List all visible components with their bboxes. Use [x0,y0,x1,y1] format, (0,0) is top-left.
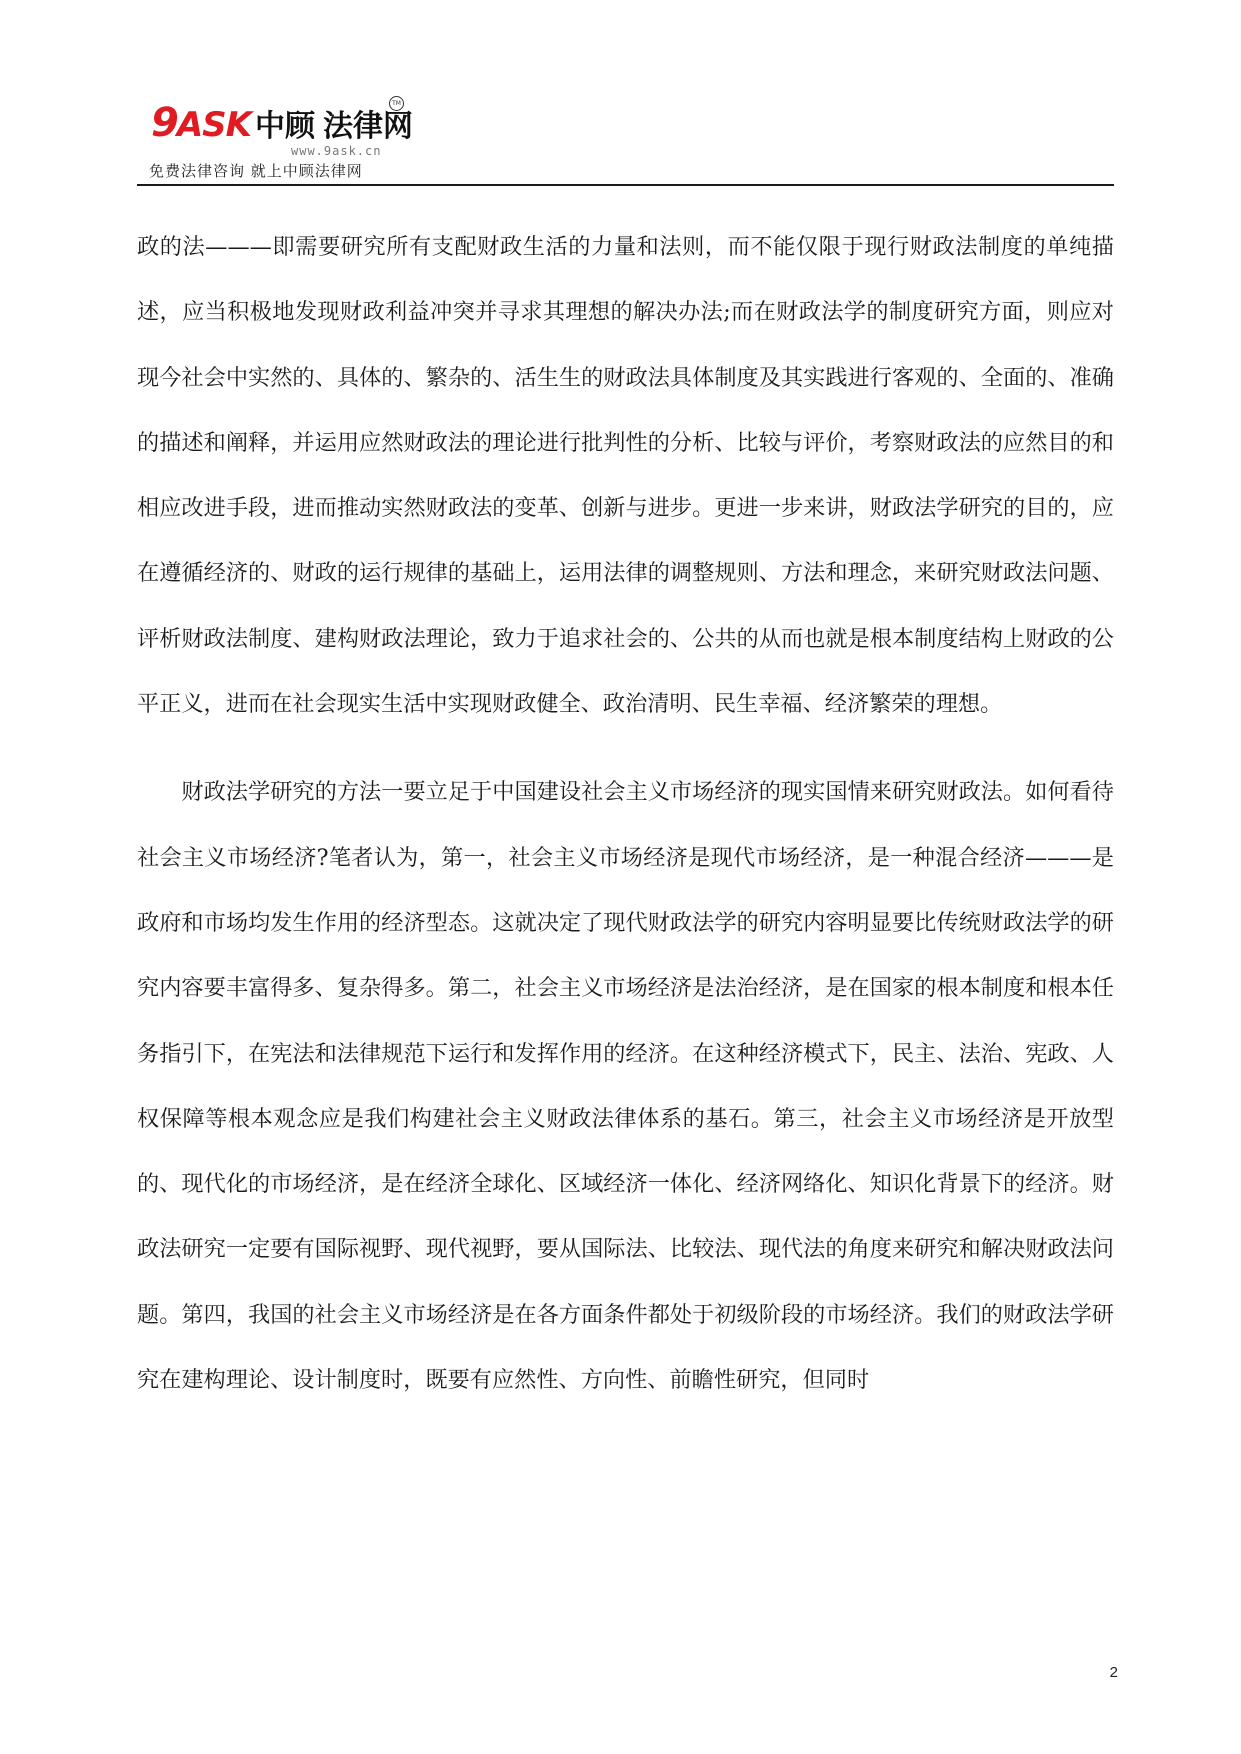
logo-slogan: 免费法律咨询 就上中顾法律网 [149,162,363,180]
logo-brand-falvwang: 法律网 [323,109,413,144]
page-number: 2 [1109,1664,1118,1681]
logo-url: www.9ask.cn [291,144,382,158]
logo-brand-zhonggu: 中顾 [255,109,315,144]
document-body [137,215,1114,1413]
logo-brand-number: 9 [151,100,177,146]
logo-brand-ask: ASK [176,105,251,145]
paragraph-research-methods: 财政法学研究的方法一要立足于中国建设社会主义市场经济的现实国情来研究财政法。如何看待社会主义市场经济?笔者认为，第一，社会主义市场经济是现代市场经济，是一种混合经济———是政府和市场均发生作用的经济型态。这就决定了现代财政法学的研究内容明显要比传统财政法学的研究内容要丰富得多、复杂得多。第二，社会主义市场经济是法治经济，是在国家的根本制度和根本任务指引下，在宪法和法律规范下运行和发挥作用的经济。在这种经济模式下，民主、法治、宪政、人权保障等根本观念应是我们构建社会主义财政法律体系的基石。第三，社会主义市场经济是开放型的、现代化的市场经济，是在经济全球化、区域经济一体化、经济网络化、知识化背景下的经济。财政法研究一定要有国际视野、现代视野，要从国际法、比较法、现代法的角度来研究和解决财政法问题。第四，我国的社会主义市场经济是在各方面条件都处于初级阶段的市场经济。我们的财政法学研究在建构理论、设计制度时，既要有应然性、方向性、前瞻性研究，但同时 [137,779,1114,1394]
trademark-icon: TM [389,96,404,111]
page-header [137,88,1114,188]
logo-wordmark [151,100,413,146]
paragraph-continued: 政的法———即需要研究所有支配财政生活的力量和法则，而不能仅限于现行财政法制度的单纯描述，应当积极地发现财政利益冲突并寻求其理想的解决办法;而在财政法学的制度研究方面，则应对现今社会中实然的、具体的、繁杂的、活生生的财政法具体制度及其实践进行客观的、全面的、准确的描述和阐释，并运用应然财政法的理论进行批判性的分析、比较与评价，考察财政法的应然目的和相应改进手段，进而推动实然财政法的变革、创新与进步。更进一步来讲，财政法学研究的目的，应在遵循经济的、财政的运行规律的基础上，运用法律的调整规则、方法和理念，来研究财政法问题、评析财政法制度、建构财政法理论，致力于追求社会的、公共的从而也就是根本制度结构上财政的公平正义，进而在社会现实生活中实现财政健全、政治清明、民生幸福、经济繁荣的理想。 [137,234,1114,718]
header-divider [137,184,1114,186]
site-logo[interactable] [151,100,481,182]
